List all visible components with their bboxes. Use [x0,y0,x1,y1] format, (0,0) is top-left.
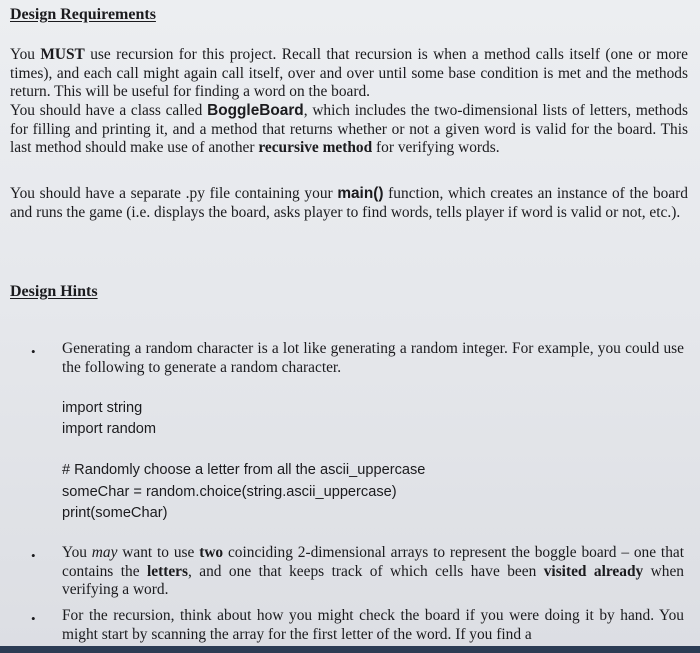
code-line-import-string: import string [62,400,143,416]
bullet-icon: • [31,548,36,563]
bullet-icon: • [31,344,36,359]
bullet-icon: • [31,611,36,626]
code-line-import-random: import random [62,421,157,437]
hint-random-character: Generating a random character is a lot like generating a random integer. For example, you could use the following to generate a random character. [62,340,684,376]
code-line-somechar: someChar = random.choice(string.ascii_uppercase) [62,484,397,500]
page-bottom-edge [0,646,700,653]
hint-recursion-by-hand: For the recursion, think about how you might check the board if you were doing it by hand. You might start by scanning the array for the first letter of the word. If you find a [62,607,684,643]
hint-two-arrays: You may want to use two coinciding 2-dimensional arrays to represent the boggle board – one that contains the letters, and one that keeps track of which cells have been visited already when verifying a word. [62,544,684,599]
design-requirements-heading: Design Requirements [10,6,156,23]
requirements-paragraph-boggleboard: You should have a class called BoggleBoard, which includes the two-dimensional lists of letters, methods for filling and printing it, and a method that returns whether or not a given word is valid for the board. This last method should make use of another recursive method for verifying words. [10,102,688,157]
requirements-paragraph-recursion: You MUST use recursion for this project. Recall that recursion is when a method calls itself (one or more times), and each call might again call itself, over and over until some base condition is met and the methods return. This will be useful for finding a word on the board. [10,46,689,101]
requirements-paragraph-main: You should have a separate .py file containing your main() function, which creates an instance of the board and runs the game (i.e. displays the board, asks player to find words, tells player if word is valid or not, etc.). [10,185,688,221]
design-hints-heading: Design Hints [10,283,98,300]
code-line-comment: # Randomly choose a letter from all the ascii_uppercase [62,462,426,478]
code-line-print: print(someChar) [62,505,168,521]
